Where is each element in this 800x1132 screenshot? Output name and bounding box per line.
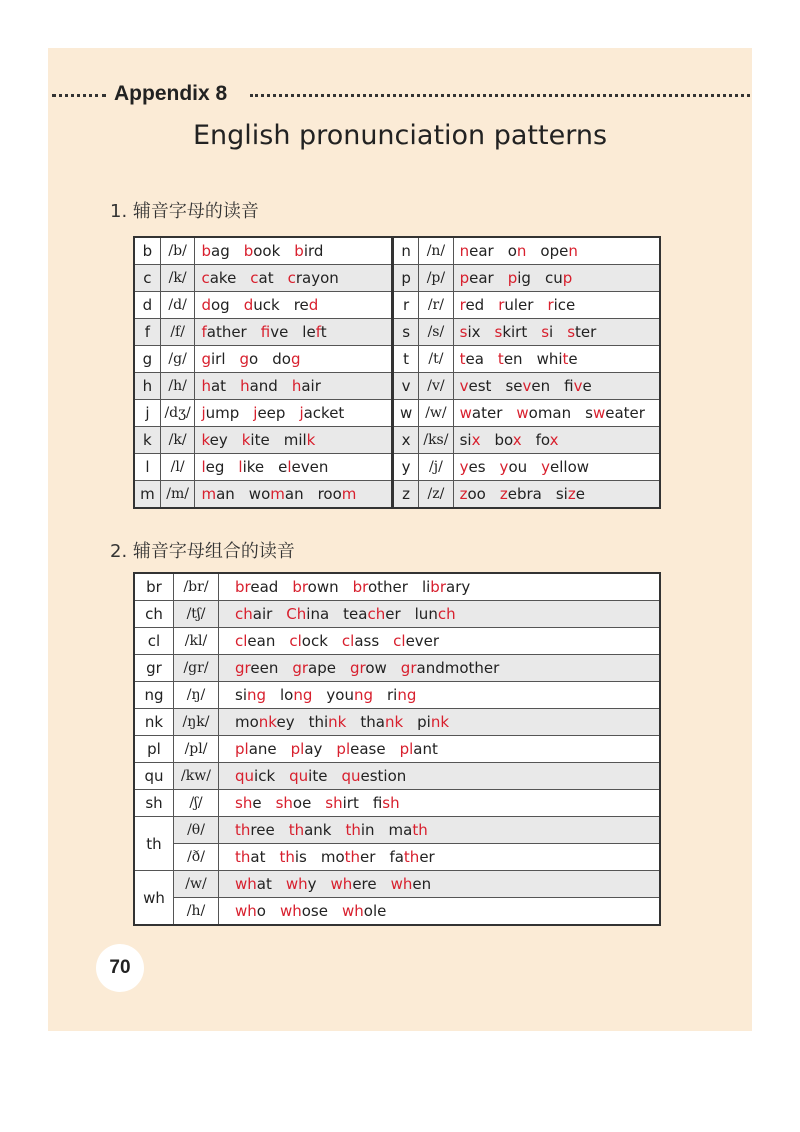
table-row [134, 628, 660, 655]
phonetic-cell: /pl/ [174, 736, 219, 763]
table-row [134, 373, 660, 400]
letter-cell: w [392, 400, 418, 427]
example-words-cell [453, 237, 660, 265]
example-word: yes [459, 458, 486, 476]
example-word: bread [235, 578, 279, 596]
example-word: seven [505, 377, 551, 395]
example-word: skirt [494, 323, 528, 341]
example-word: ster [567, 323, 597, 341]
table-row [134, 427, 660, 454]
example-word: yellow [541, 458, 590, 476]
example-word: shirt [325, 794, 359, 812]
example-words-cell [219, 601, 661, 628]
example-word: kite [241, 431, 270, 449]
table-row [134, 709, 660, 736]
example-words-cell [195, 237, 393, 265]
example-words-cell [219, 844, 661, 871]
example-words-cell [453, 265, 660, 292]
example-words-cell [219, 628, 661, 655]
example-word: box [494, 431, 522, 449]
example-word: five [564, 377, 592, 395]
phonetic-cell: /z/ [419, 481, 453, 509]
phonetic-cell: /tʃ/ [174, 601, 219, 628]
example-word: sing [235, 686, 267, 704]
example-word: hand [240, 377, 278, 395]
example-word: ten [497, 350, 523, 368]
phonetic-cell: /ŋk/ [174, 709, 219, 736]
appendix-label: Appendix 8 [114, 82, 228, 105]
example-word: like [238, 458, 265, 476]
example-word: where [330, 875, 377, 893]
letter-cell: f [134, 319, 160, 346]
table-row [134, 573, 660, 601]
example-word: sweater [585, 404, 645, 422]
example-word: six [459, 431, 481, 449]
example-words-cell [453, 427, 660, 454]
example-word: when [390, 875, 432, 893]
example-word: monkey [235, 713, 295, 731]
table-row [134, 346, 660, 373]
example-word: this [279, 848, 307, 866]
table-row [134, 844, 660, 871]
example-word: fox [535, 431, 559, 449]
phonetic-cell: /v/ [419, 373, 453, 400]
example-word: hair [291, 377, 321, 395]
section-heading-consonants: 1. 辅音字母的读音 [110, 201, 259, 222]
example-word: grape [292, 659, 336, 677]
example-word: on [507, 242, 527, 260]
example-words-cell [219, 790, 661, 817]
example-word: think [308, 713, 347, 731]
table-row [134, 736, 660, 763]
phonetic-cell: /j/ [419, 454, 453, 481]
example-word: you [499, 458, 528, 476]
example-word: dog [201, 296, 230, 314]
example-word: brown [292, 578, 339, 596]
letter-cell: k [134, 427, 160, 454]
table-row [134, 400, 660, 427]
example-word: man [201, 485, 235, 503]
example-word: that [235, 848, 266, 866]
example-words-cell [219, 763, 661, 790]
example-word: bag [201, 242, 230, 260]
phonetic-cell: /ʃ/ [174, 790, 219, 817]
table-row [134, 319, 660, 346]
example-words-cell [195, 292, 393, 319]
example-word: crayon [287, 269, 339, 287]
phonetic-cell: /br/ [174, 573, 219, 601]
example-word: room [317, 485, 357, 503]
phonetic-cell: /k/ [160, 265, 195, 292]
example-word: three [235, 821, 275, 839]
example-word: jump [201, 404, 240, 422]
example-word: young [326, 686, 373, 704]
example-word: library [421, 578, 471, 596]
phonetic-cell: /b/ [160, 237, 195, 265]
example-word: pig [507, 269, 531, 287]
example-words-cell [195, 319, 393, 346]
example-word: hat [201, 377, 227, 395]
phonetic-cell: /m/ [160, 481, 195, 509]
example-words-cell [219, 871, 661, 898]
phonetic-cell: /h/ [174, 898, 219, 926]
phonetic-cell: /h/ [160, 373, 195, 400]
table-row [134, 682, 660, 709]
example-word: whole [341, 902, 387, 920]
letter-cell: j [134, 400, 160, 427]
letter-cell: z [392, 481, 418, 509]
example-words-cell [219, 655, 661, 682]
phonetic-cell: /w/ [419, 400, 453, 427]
example-word: play [290, 740, 323, 758]
table-row [134, 871, 660, 898]
example-word: clock [289, 632, 328, 650]
phonetic-cell: /p/ [419, 265, 453, 292]
phonetic-cell: /w/ [174, 871, 219, 898]
example-word: brother [352, 578, 408, 596]
dotted-rule-left [52, 94, 106, 97]
table-row [134, 237, 660, 265]
phonetic-cell: /gr/ [174, 655, 219, 682]
example-word: red [459, 296, 485, 314]
phonetic-cell: /r/ [419, 292, 453, 319]
example-word: thin [345, 821, 375, 839]
example-word: please [336, 740, 386, 758]
phonetic-cell: /l/ [160, 454, 195, 481]
example-words-cell [453, 346, 660, 373]
example-word: long [280, 686, 313, 704]
table-row [134, 898, 660, 926]
table-row [134, 454, 660, 481]
example-words-cell [453, 292, 660, 319]
example-word: China [286, 605, 330, 623]
letter-cell: wh [134, 871, 174, 926]
example-words-cell [195, 481, 393, 509]
combination-table [133, 572, 661, 926]
letter-cell: m [134, 481, 160, 509]
example-words-cell [453, 454, 660, 481]
example-word: water [459, 404, 503, 422]
example-word: vest [459, 377, 492, 395]
letter-cell: t [392, 346, 418, 373]
example-word: pear [459, 269, 494, 287]
letter-cell: h [134, 373, 160, 400]
example-words-cell [195, 427, 393, 454]
example-word: father [389, 848, 435, 866]
example-word: shoe [275, 794, 312, 812]
example-word: milk [283, 431, 316, 449]
letter-cell: gr [134, 655, 174, 682]
example-word: six [459, 323, 481, 341]
example-word: key [201, 431, 228, 449]
example-word: tea [459, 350, 484, 368]
table-row [134, 763, 660, 790]
phonetic-cell: /g/ [160, 346, 195, 373]
example-words-cell [219, 573, 661, 601]
letter-cell: th [134, 817, 174, 871]
example-words-cell [195, 265, 393, 292]
phonetic-cell: /θ/ [174, 817, 219, 844]
example-word: jacket [299, 404, 345, 422]
phonetic-cell: /ks/ [419, 427, 453, 454]
example-word: fish [372, 794, 400, 812]
letter-cell: pl [134, 736, 174, 763]
example-word: grow [349, 659, 387, 677]
phonetic-cell: /f/ [160, 319, 195, 346]
page-title: English pronunciation patterns [192, 120, 608, 151]
example-words-cell [219, 682, 661, 709]
example-word: woman [248, 485, 304, 503]
letter-cell: v [392, 373, 418, 400]
table-row [134, 655, 660, 682]
letter-cell: x [392, 427, 418, 454]
table-row [134, 481, 660, 509]
table-row [134, 601, 660, 628]
letter-cell: br [134, 573, 174, 601]
phonetic-cell: /kl/ [174, 628, 219, 655]
example-word: leg [201, 458, 225, 476]
example-word: ruler [498, 296, 534, 314]
letter-cell: s [392, 319, 418, 346]
example-word: whose [279, 902, 328, 920]
example-word: book [243, 242, 281, 260]
example-words-cell [195, 373, 393, 400]
example-word: ring [387, 686, 417, 704]
letter-cell: l [134, 454, 160, 481]
example-word: green [235, 659, 279, 677]
letter-cell: y [392, 454, 418, 481]
example-word: thank [360, 713, 404, 731]
example-word: she [235, 794, 262, 812]
letter-cell: c [134, 265, 160, 292]
table-row [134, 292, 660, 319]
section-heading-combinations: 2. 辅音字母组合的读音 [110, 541, 295, 562]
example-word: red [293, 296, 319, 314]
letter-cell: ch [134, 601, 174, 628]
example-word: five [260, 323, 289, 341]
letter-cell: p [392, 265, 418, 292]
example-word: zoo [459, 485, 486, 503]
letter-cell: g [134, 346, 160, 373]
table-row [134, 265, 660, 292]
example-word: teacher [343, 605, 401, 623]
phonetic-cell: /dʒ/ [160, 400, 195, 427]
dotted-rule-right [250, 94, 750, 97]
example-word: class [341, 632, 380, 650]
example-word: lunch [414, 605, 456, 623]
example-words-cell [453, 481, 660, 509]
page-number: 70 [96, 944, 144, 992]
example-word: quite [289, 767, 328, 785]
example-word: plane [235, 740, 277, 758]
phonetic-cell: /kw/ [174, 763, 219, 790]
example-word: rice [547, 296, 576, 314]
letter-cell: nk [134, 709, 174, 736]
example-word: mother [320, 848, 376, 866]
example-words-cell [453, 373, 660, 400]
letter-cell: qu [134, 763, 174, 790]
phonetic-cell: /d/ [160, 292, 195, 319]
letter-cell: sh [134, 790, 174, 817]
example-word: math [388, 821, 428, 839]
example-word: si [541, 323, 554, 341]
example-word: duck [243, 296, 280, 314]
letter-cell: n [392, 237, 418, 265]
example-word: clean [235, 632, 276, 650]
example-word: jeep [253, 404, 286, 422]
example-word: what [235, 875, 272, 893]
example-words-cell [453, 319, 660, 346]
example-words-cell [219, 709, 661, 736]
table-row [134, 790, 660, 817]
example-words-cell [195, 400, 393, 427]
example-word: bird [294, 242, 324, 260]
example-word: open [540, 242, 578, 260]
example-word: left [302, 323, 327, 341]
table-row [134, 817, 660, 844]
example-word: near [459, 242, 494, 260]
example-words-cell [195, 454, 393, 481]
phonetic-cell: /ŋ/ [174, 682, 219, 709]
example-word: who [235, 902, 266, 920]
example-word: cup [544, 269, 573, 287]
example-word: why [285, 875, 317, 893]
example-word: eleven [278, 458, 329, 476]
phonetic-cell: /ð/ [174, 844, 219, 871]
example-word: cake [201, 269, 237, 287]
example-word: size [555, 485, 585, 503]
letter-cell: d [134, 292, 160, 319]
example-word: dog [272, 350, 301, 368]
letter-cell: ng [134, 682, 174, 709]
letter-cell: cl [134, 628, 174, 655]
example-word: clever [393, 632, 440, 650]
example-word: father [201, 323, 247, 341]
example-words-cell [195, 346, 393, 373]
example-word: white [536, 350, 578, 368]
example-word: pink [417, 713, 450, 731]
example-word: go [239, 350, 259, 368]
example-words-cell [453, 400, 660, 427]
phonetic-cell: /s/ [419, 319, 453, 346]
example-word: thank [288, 821, 332, 839]
example-word: girl [201, 350, 226, 368]
example-word: woman [516, 404, 572, 422]
example-words-cell [219, 736, 661, 763]
phonetic-cell: /t/ [419, 346, 453, 373]
example-words-cell [219, 817, 661, 844]
phonetic-cell: /k/ [160, 427, 195, 454]
letter-cell: b [134, 237, 160, 265]
example-word: zebra [499, 485, 542, 503]
example-words-cell [219, 898, 661, 926]
example-word: question [341, 767, 407, 785]
example-word: cat [250, 269, 274, 287]
example-word: chair [235, 605, 273, 623]
consonant-table [133, 236, 661, 509]
example-word: plant [399, 740, 438, 758]
appendix-header [48, 82, 754, 108]
example-word: quick [235, 767, 276, 785]
example-word: grandmother [400, 659, 500, 677]
phonetic-cell: /n/ [419, 237, 453, 265]
letter-cell: r [392, 292, 418, 319]
